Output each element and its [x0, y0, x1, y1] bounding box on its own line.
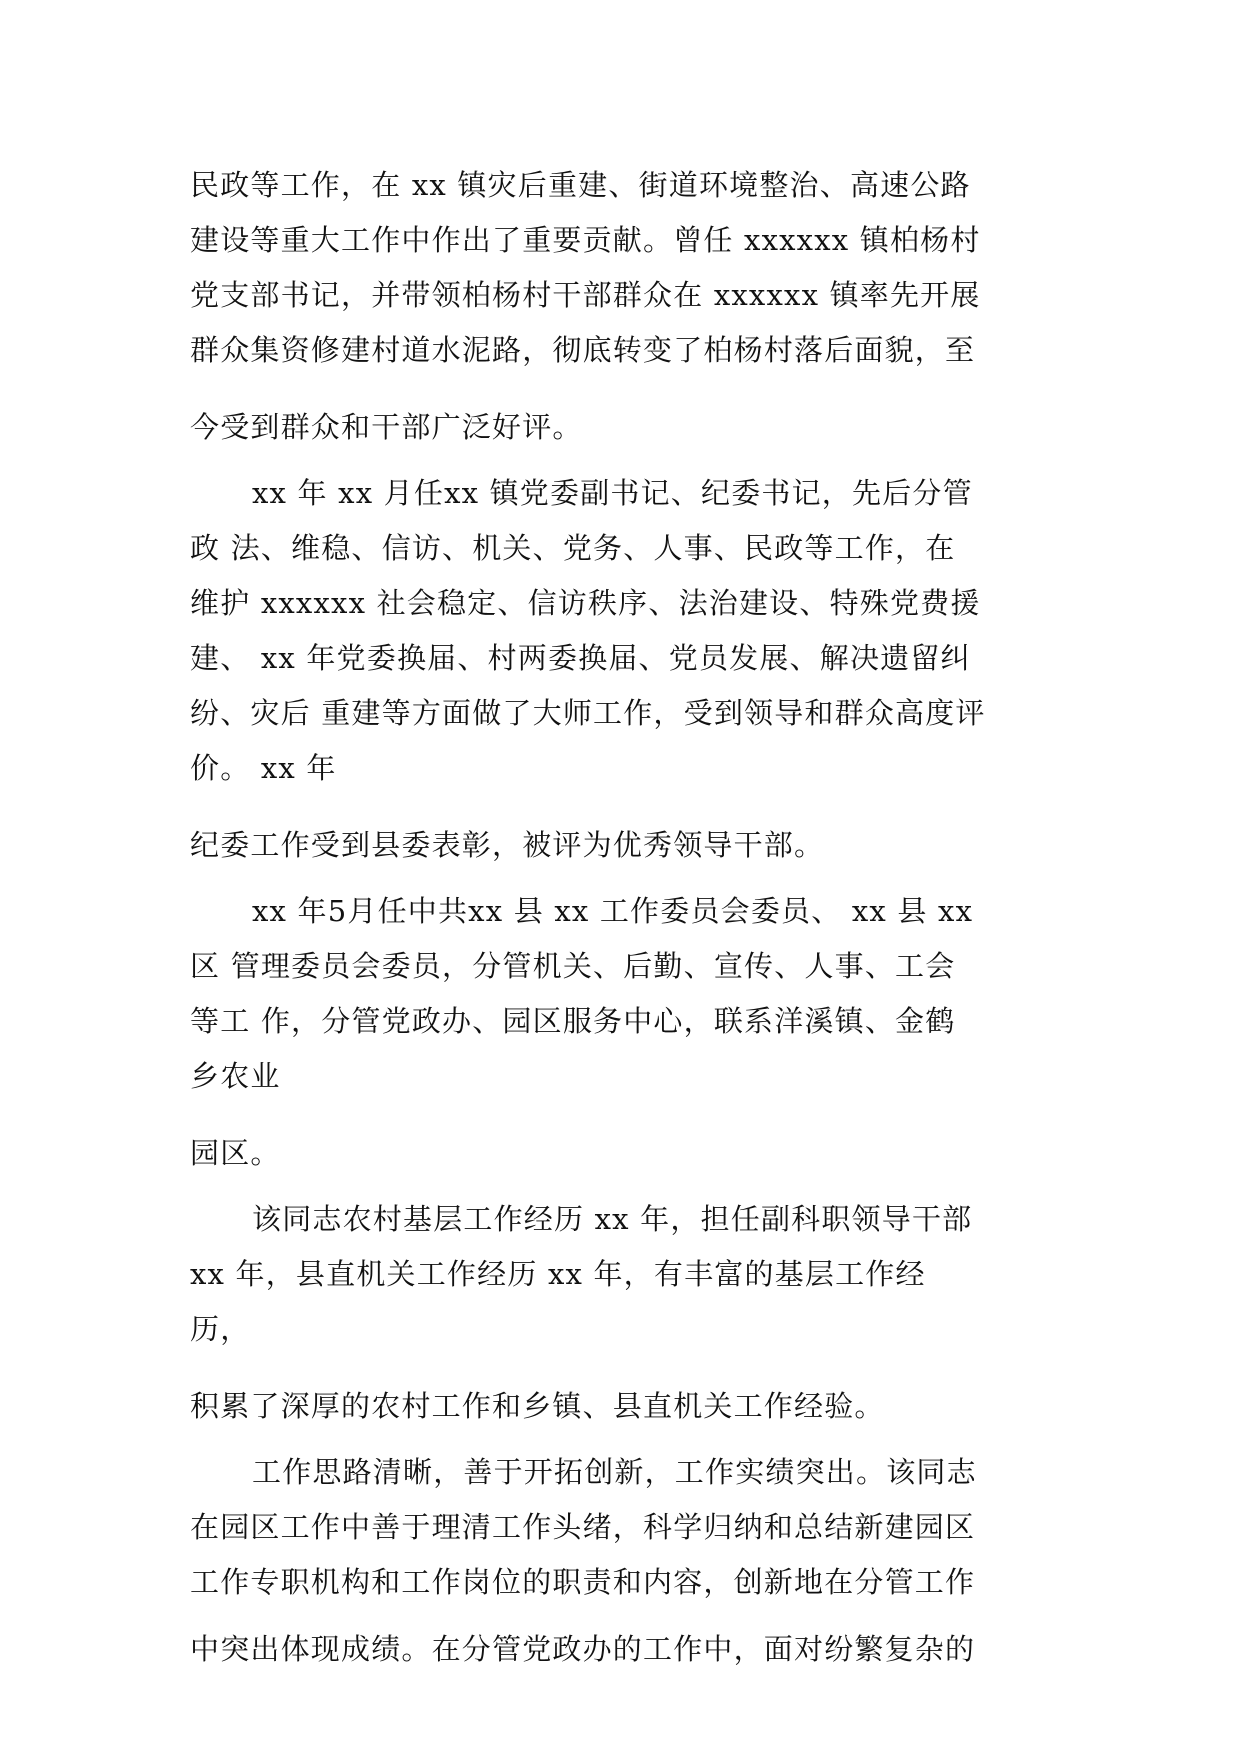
text-line-9: 建、 xx 年党委换届、村两委换届、党员发展、解决遗留纠 — [190, 641, 971, 675]
text-line-23: 在园区工作中善于理清工作头绪，科学归纳和总结新建园区 — [190, 1510, 976, 1544]
text-line-22: 工作思路清晰，善于开拓创新，工作实绩突出。该同志 — [252, 1455, 977, 1489]
text-line-13: xx 年5月任中共xx 县 xx 工作委员会委员、 xx 县 xx — [252, 894, 974, 928]
text-line-2: 建设等重大工作中作出了重要贡献。曾任 xxxxxx 镇柏杨村 — [190, 223, 981, 257]
text-line-25: 中突出体现成绩。在分管党政办的工作中，面对纷繁复杂的 — [190, 1632, 976, 1666]
text-line-5: 今受到群众和干部广泛好评。 — [190, 410, 583, 444]
text-line-3: 党支部书记，并带领柏杨村干部群众在 xxxxxx 镇率先开展 — [190, 278, 981, 312]
text-line-17: 园区。 — [190, 1136, 281, 1170]
text-line-8: 维护 xxxxxx 社会稳定、信访秩序、法治建设、特殊党费援 — [190, 586, 981, 620]
text-line-19: xx 年，县直机关工作经历 xx 年，有丰富的基层工作经 — [190, 1257, 926, 1291]
text-line-15: 等工 作，分管党政办、园区服务中心，联系洋溪镇、金鹤 — [190, 1004, 956, 1038]
text-line-16: 乡农业 — [190, 1059, 281, 1093]
text-line-4: 群众集资修建村道水泥路，彻底转变了柏杨村落后面貌，至 — [190, 333, 976, 367]
text-line-18: 该同志农村基层工作经历 xx 年，担任副科职领导干部 — [252, 1202, 973, 1236]
text-line-20: 历， — [190, 1312, 251, 1346]
text-line-6: xx 年 xx 月任xx 镇党委副书记、纪委书记，先后分管 — [252, 476, 973, 510]
text-line-24: 工作专职机构和工作岗位的职责和内容，创新地在分管工作 — [190, 1565, 976, 1599]
text-line-12: 纪委工作受到县委表彰，被评为优秀领导干部。 — [190, 828, 825, 862]
text-line-1: 民政等工作，在 xx 镇灾后重建、街道环境整治、高速公路 — [190, 168, 971, 202]
text-line-7: 政 法、维稳、信访、机关、党务、人事、民政等工作，在 — [190, 531, 956, 565]
text-line-21: 积累了深厚的农村工作和乡镇、县直机关工作经验。 — [190, 1389, 885, 1423]
text-line-14: 区 管理委员会委员，分管机关、后勤、宣传、人事、工会 — [190, 949, 956, 983]
text-line-11: 价。 xx 年 — [190, 751, 337, 785]
text-line-10: 纷、灾后 重建等方面做了大师工作，受到领导和群众高度评 — [190, 696, 986, 730]
